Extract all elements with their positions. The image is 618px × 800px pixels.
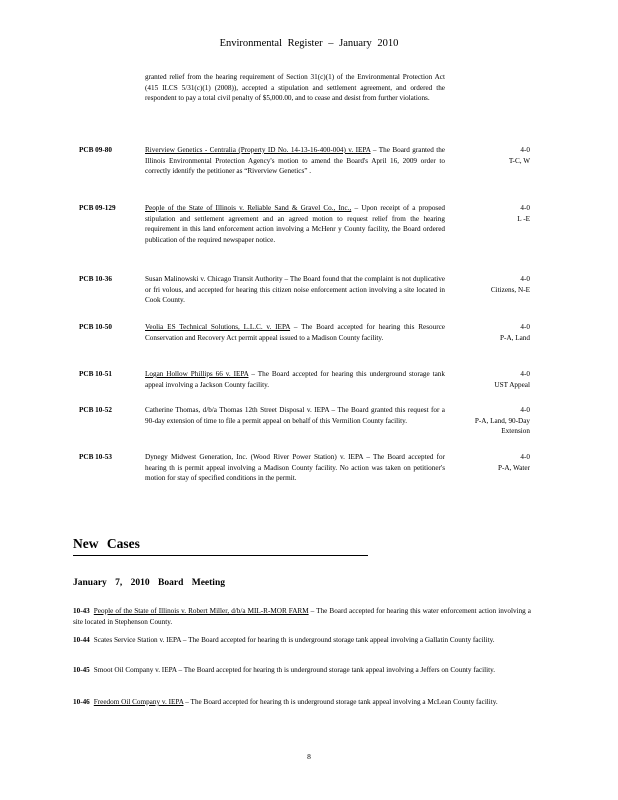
new-case-text: Scates Service Station v. IEPA – The Board accepted for hearing th is underground storage tank appeal involving a Gallatin County facility. bbox=[93, 636, 495, 644]
new-case-text: – The Board accepted for hearing th is underground storage tank appeal involving a McLean County facility. bbox=[183, 698, 498, 706]
case-description bbox=[145, 452, 445, 484]
case-number: PCB 10-36 bbox=[79, 275, 112, 283]
case-description bbox=[145, 203, 445, 245]
case-number: PCB 09-80 bbox=[79, 146, 112, 154]
new-case-item bbox=[73, 606, 531, 627]
case-vote: 4-0 bbox=[520, 406, 530, 414]
case-text: Dynegy Midwest Generation, Inc. (Wood River Power Station) v. IEPA – The Board accepted for hearing th is permit appeal involving a Madison County facility. No action was taken on petitioner's motion for stay of specified conditions in the permit. bbox=[145, 453, 445, 483]
case-text: – The Board granted the Illinois Environmental Protection Agency's motion to amend the Board's April 16, 2009 order to correctly identify the petitioner as “Riverview Genetics” . bbox=[145, 146, 445, 176]
case-title: Logan Hollow Phillips 66 v. IEPA bbox=[145, 370, 249, 378]
case-vote: 4-0 bbox=[520, 146, 530, 154]
case-vote: 4-0 bbox=[520, 204, 530, 212]
new-cases-heading: New Cases bbox=[73, 536, 140, 551]
case-type: P-A, Water bbox=[497, 463, 530, 472]
case-vote: 4-0 bbox=[520, 323, 530, 331]
case-text: Susan Malinowski v. Chicago Transit Authority – The Board found that the complaint is not duplicative or fri volous, and accepted for hearing this citizen noise enforcement action involving a site located in Cook County. bbox=[145, 275, 445, 305]
new-case-number: 10-44 bbox=[73, 636, 90, 644]
case-type: L -E bbox=[517, 214, 530, 223]
case-description bbox=[145, 145, 445, 177]
new-case-text: – The Board accepted for hearing this water enforcement action involving a site located in Stephenson County. bbox=[73, 607, 531, 626]
case-title: Riverview Genetics - Centralia (Property ID No. 14-13-16-400-004) v. IEPA bbox=[145, 146, 371, 154]
case-title: Veolia ES Technical Solutions, L.L.C. v. IEPA bbox=[145, 323, 291, 331]
case-text: Catherine Thomas, d/b/a Thomas 12th Street Disposal v. IEPA – The Board granted this request for a 90-day extension of time to file a permit appeal on behalf of this Vermilion County facility. bbox=[145, 406, 445, 425]
case-type: P-A, Land bbox=[500, 333, 530, 342]
new-case-number: 10-46 bbox=[73, 698, 90, 706]
case-description bbox=[145, 274, 445, 306]
new-case-item bbox=[73, 635, 531, 646]
page-header: Environmental Register – January 2010 bbox=[219, 38, 399, 49]
case-number: PCB 10-50 bbox=[79, 323, 112, 331]
new-case-title: People of the State of Illinois v. Robert Miller, d/b/a MIL-R-MOR FARM bbox=[93, 607, 309, 615]
new-case-text: Smoot Oil Company v. IEPA – The Board accepted for hearing th is underground storage tank appeal involving a Jeffers on County facility. bbox=[93, 666, 495, 674]
page-number: 8 bbox=[307, 752, 311, 761]
case-type: UST Appeal bbox=[494, 380, 530, 389]
new-case-number: 10-43 bbox=[73, 607, 90, 615]
case-description bbox=[145, 322, 445, 343]
case-number: PCB 10-51 bbox=[79, 370, 112, 378]
meeting-heading: January 7, 2010 Board Meeting bbox=[73, 578, 225, 588]
case-type: T-C, W bbox=[508, 156, 530, 165]
case-vote: 4-0 bbox=[520, 453, 530, 461]
case-number: PCB 10-53 bbox=[79, 453, 112, 461]
case-text: – The Board accepted for hearing this underground storage tank appeal involving a Jackson County facility. bbox=[145, 370, 445, 389]
new-case-item bbox=[73, 665, 531, 676]
case-type: P-A, Land, 90-Day Extension bbox=[474, 416, 530, 436]
new-case-number: 10-45 bbox=[73, 666, 90, 674]
section-divider bbox=[73, 555, 368, 556]
case-number: PCB 09-129 bbox=[79, 204, 116, 212]
case-description bbox=[145, 405, 445, 426]
new-case-title: Freedom Oil Company v. IEPA bbox=[93, 698, 184, 706]
case-vote: 4-0 bbox=[520, 275, 530, 283]
case-title: People of the State of Illinois v. Reliable Sand & Gravel Co., Inc., bbox=[145, 204, 352, 212]
case-number: PCB 10-52 bbox=[79, 406, 112, 414]
case-text: – The Board accepted for hearing this Resource Conservation and Recovery Act permit appeal issued to a Madison County facility. bbox=[145, 323, 445, 342]
case-text: – Upon receipt of a proposed stipulation and settlement agreement and an agreed motion to request relief from the hearing requirement in this land enforcement action involving a McHenr y County facility, the Board ordered publication of the required newspaper notice. bbox=[145, 204, 445, 244]
case-description bbox=[145, 369, 445, 390]
continued-paragraph: granted relief from the hearing requirement of Section 31(c)(1) of the Environmental Protection Act (415 ILCS 5/31(c)(1) (2008)), accepted a stipulation and settlement agreement, and ordered the respondent to pay a total civil penalty of $5,000.00, and to cease and desist from further violations. bbox=[145, 73, 445, 103]
case-vote: 4-0 bbox=[520, 370, 530, 378]
new-case-item bbox=[73, 697, 531, 708]
case-type: Citizens, N-E bbox=[490, 285, 530, 294]
